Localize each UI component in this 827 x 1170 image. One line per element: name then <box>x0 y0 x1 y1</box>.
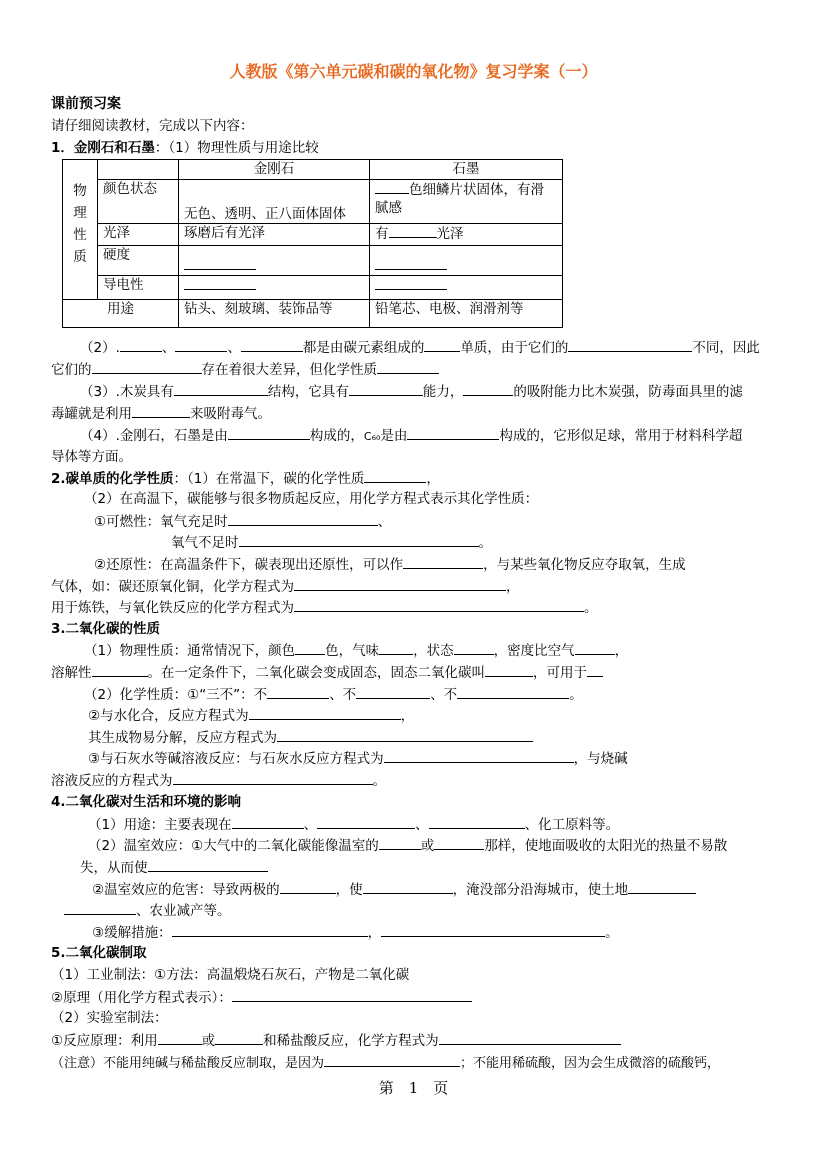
s3-line7: 溶液反应的方程式为 。 <box>51 773 386 789</box>
blank[interactable] <box>454 641 494 655</box>
blank[interactable] <box>587 663 603 677</box>
row-label-hardness: 硬度 <box>98 246 179 276</box>
blank[interactable] <box>389 224 437 238</box>
property-table <box>62 159 563 328</box>
graphite-color: 色细鳞片状固体，有滑 腻感 <box>370 180 563 224</box>
blank[interactable] <box>363 880 453 894</box>
blank[interactable] <box>575 641 615 655</box>
blank[interactable] <box>349 382 423 396</box>
blank[interactable] <box>384 749 574 763</box>
row-label-use: 用途 <box>63 300 179 328</box>
blank[interactable] <box>424 338 460 352</box>
row-label-color: 颜色状态 <box>98 180 179 224</box>
blank[interactable] <box>403 555 483 569</box>
q1-heading: 金刚石和石墨 <box>73 140 155 156</box>
s2-line7: 用于炼铁，与氧化铁反应的化学方程式为 。 <box>51 600 598 616</box>
blank[interactable] <box>379 836 421 850</box>
p3-line2: 毒罐就是利用 来吸附毒气。 <box>51 406 271 422</box>
blank[interactable] <box>239 533 479 547</box>
graphite-use: 铅笔芯、电极、润滑剂等 <box>370 300 563 328</box>
diamond-conductivity-cell <box>179 276 370 300</box>
s4-line2: （2）温室效应：①大气中的二氧化碳能像温室的 或 那样，使地面吸收的太阳光的热量不易散 <box>88 838 728 854</box>
intro-text: 请仔细阅读教材，完成以下内容： <box>51 118 254 134</box>
blank[interactable] <box>232 815 304 829</box>
blank[interactable] <box>120 338 162 352</box>
blank[interactable] <box>356 685 430 699</box>
blank[interactable] <box>249 706 401 720</box>
row-label-conductivity: 导电性 <box>98 276 179 300</box>
p3-line1: （3）.木炭具有 结构，它具有 能力， 的吸附能力比木炭强，防毒面具里的滤 <box>80 384 743 400</box>
q1-line <box>51 139 319 157</box>
blank[interactable] <box>485 663 533 677</box>
s5-line4: ①反应原理：利用 或 和稀盐酸反应，化学方程式为 <box>51 1031 621 1050</box>
s4-line4: ②温室效应的危害：导致两极的 ，使 ，淹没部分沿海城市，使土地 <box>92 880 696 899</box>
blank[interactable] <box>434 836 484 850</box>
blank[interactable] <box>184 276 256 290</box>
blank[interactable] <box>172 923 368 937</box>
blank[interactable] <box>377 360 439 374</box>
diamond-luster: 琢磨后有光泽 <box>179 224 370 246</box>
s3-line2: 溶解性 。在一定条件下，二氧化碳会变成固态，固态二氧化碳叫 ，可用于 <box>51 663 603 682</box>
blank[interactable] <box>267 685 329 699</box>
blank[interactable] <box>463 382 513 396</box>
s2-line3: ①可燃性：氧气充足时 、 <box>94 514 392 530</box>
graphite-conductivity-cell <box>370 276 563 300</box>
blank[interactable] <box>228 426 310 440</box>
blank[interactable] <box>375 256 447 270</box>
s2-line4: 氧气不足时 。 <box>171 535 492 551</box>
p4-line1: （4）.金刚石，石墨是由 构成的，C₆₀是由 构成的，它形似足球，常用于材料科学超 <box>80 428 743 444</box>
blank[interactable] <box>277 728 533 742</box>
blank[interactable] <box>568 338 692 352</box>
blank[interactable] <box>379 641 413 655</box>
s5-line5: （注意）不能用纯碱与稀盐酸反应制取，是因为 ；不能用稀硫酸，因为会生成微溶的硫酸钙， <box>51 1053 720 1073</box>
section-heading: 课前预习案 <box>51 96 121 112</box>
row-label-luster: 光泽 <box>98 224 179 246</box>
s4-line5: 、农业减产等。 <box>64 901 231 920</box>
physical-props-label: 物 理 性 质 <box>63 180 98 300</box>
s5-line3: （2）实验室制法： <box>51 1010 168 1026</box>
blank[interactable] <box>429 815 525 829</box>
blank[interactable] <box>324 1053 460 1067</box>
blank[interactable] <box>381 923 605 937</box>
blank[interactable] <box>158 1031 202 1045</box>
blank[interactable] <box>364 469 426 483</box>
page-number: 第 1 页 <box>378 1079 449 1097</box>
q1-rest: ：（1）物理性质与用途比较 <box>154 140 319 156</box>
graphite-luster: 有 光泽 <box>370 224 563 246</box>
diamond-color: 无色、透明、正八面体固体 <box>179 180 370 224</box>
s4-line1: （1）用途：主要表现在 、 、 、化工原料等。 <box>88 817 620 833</box>
blank[interactable] <box>439 1031 621 1045</box>
blank[interactable] <box>294 598 584 612</box>
s2-line2: （2）在高温下，碳能够与很多物质起反应，用化学方程式表示其化学性质： <box>84 491 539 507</box>
q1-num: 1． <box>51 140 74 156</box>
blank[interactable] <box>375 276 447 290</box>
s3-line5: 其生成物易分解，反应方程式为 <box>88 728 533 747</box>
s2-line6: 气体，如：碳还原氧化铜，化学方程式为 ， <box>51 579 520 595</box>
s3-line1: （1）物理性质：通常情况下，颜色 色，气味 ，状态 ，密度比空气 ， <box>84 643 629 659</box>
graphite-hardness-cell <box>370 246 563 276</box>
blank[interactable] <box>92 663 148 677</box>
blank[interactable] <box>174 382 268 396</box>
s2-line1: 2.碳单质的化学性质：（1）在常温下，碳的化学性质 ， <box>51 471 440 487</box>
s5-line2: ②原理（用化学方程式表示）： <box>51 988 472 1007</box>
s2-heading: 2.碳单质的化学性质 <box>51 471 174 487</box>
diamond-use: 钻头、刻玻璃、装饰品等 <box>179 300 370 328</box>
blank[interactable] <box>407 426 499 440</box>
s4-line6: ③缓解措施： ， 。 <box>92 925 619 941</box>
blank[interactable] <box>232 988 472 1002</box>
blank[interactable] <box>175 338 227 352</box>
diamond-hardness-cell <box>179 246 370 276</box>
blank[interactable] <box>628 880 696 894</box>
p2-line2: 它们的 存在着很大差异，但化学性质 <box>51 360 439 379</box>
blank[interactable] <box>241 338 303 352</box>
col-graphite: 石墨 <box>370 160 563 180</box>
blank[interactable] <box>148 858 268 872</box>
s3-heading: 3.二氧化碳的性质 <box>51 621 161 637</box>
blank[interactable] <box>457 685 569 699</box>
blank[interactable] <box>295 641 325 655</box>
s3-line4: ②与水化合，反应方程式为 ， <box>88 708 415 724</box>
page-title: 人教版《第六单元碳和碳的氧化物》复习学案（一） <box>229 62 598 81</box>
s5-heading: 5.二氧化碳制取 <box>51 945 147 961</box>
blank[interactable] <box>228 512 378 526</box>
blank[interactable] <box>173 771 373 785</box>
blank[interactable] <box>132 404 190 418</box>
blank[interactable] <box>375 180 409 194</box>
blank[interactable] <box>92 360 202 374</box>
blank[interactable] <box>64 901 136 915</box>
s4-line3: 失，从而使 <box>80 858 268 877</box>
p4-line2: 导体等方面。 <box>51 449 132 465</box>
s3-line3: （2）化学性质：①“三不”：不 、不 、不 。 <box>84 687 583 703</box>
blank[interactable] <box>294 577 506 591</box>
s4-heading: 4.二氧化碳对生活和环境的影响 <box>51 794 242 810</box>
blank[interactable] <box>184 256 256 270</box>
p2-line1: （2）. 、 、 都是由碳元素组成的 单质，由于它们的 不同，因此 <box>80 340 760 356</box>
blank[interactable] <box>280 880 336 894</box>
blank[interactable] <box>317 815 415 829</box>
s2-line5: ②还原性：在高温条件下，碳表现出还原性，可以作 ，与某些氧化物反应夺取氧，生成 <box>94 557 686 573</box>
s5-line1: （1）工业制法：①方法：高温煅烧石灰石，产物是二氧化碳 <box>51 967 410 983</box>
blank[interactable] <box>215 1031 263 1045</box>
s3-line6: ③与石灰水等碱溶液反应：与石灰水反应方程式为 ，与烧碱 <box>88 751 628 767</box>
col-diamond: 金刚石 <box>179 160 370 180</box>
